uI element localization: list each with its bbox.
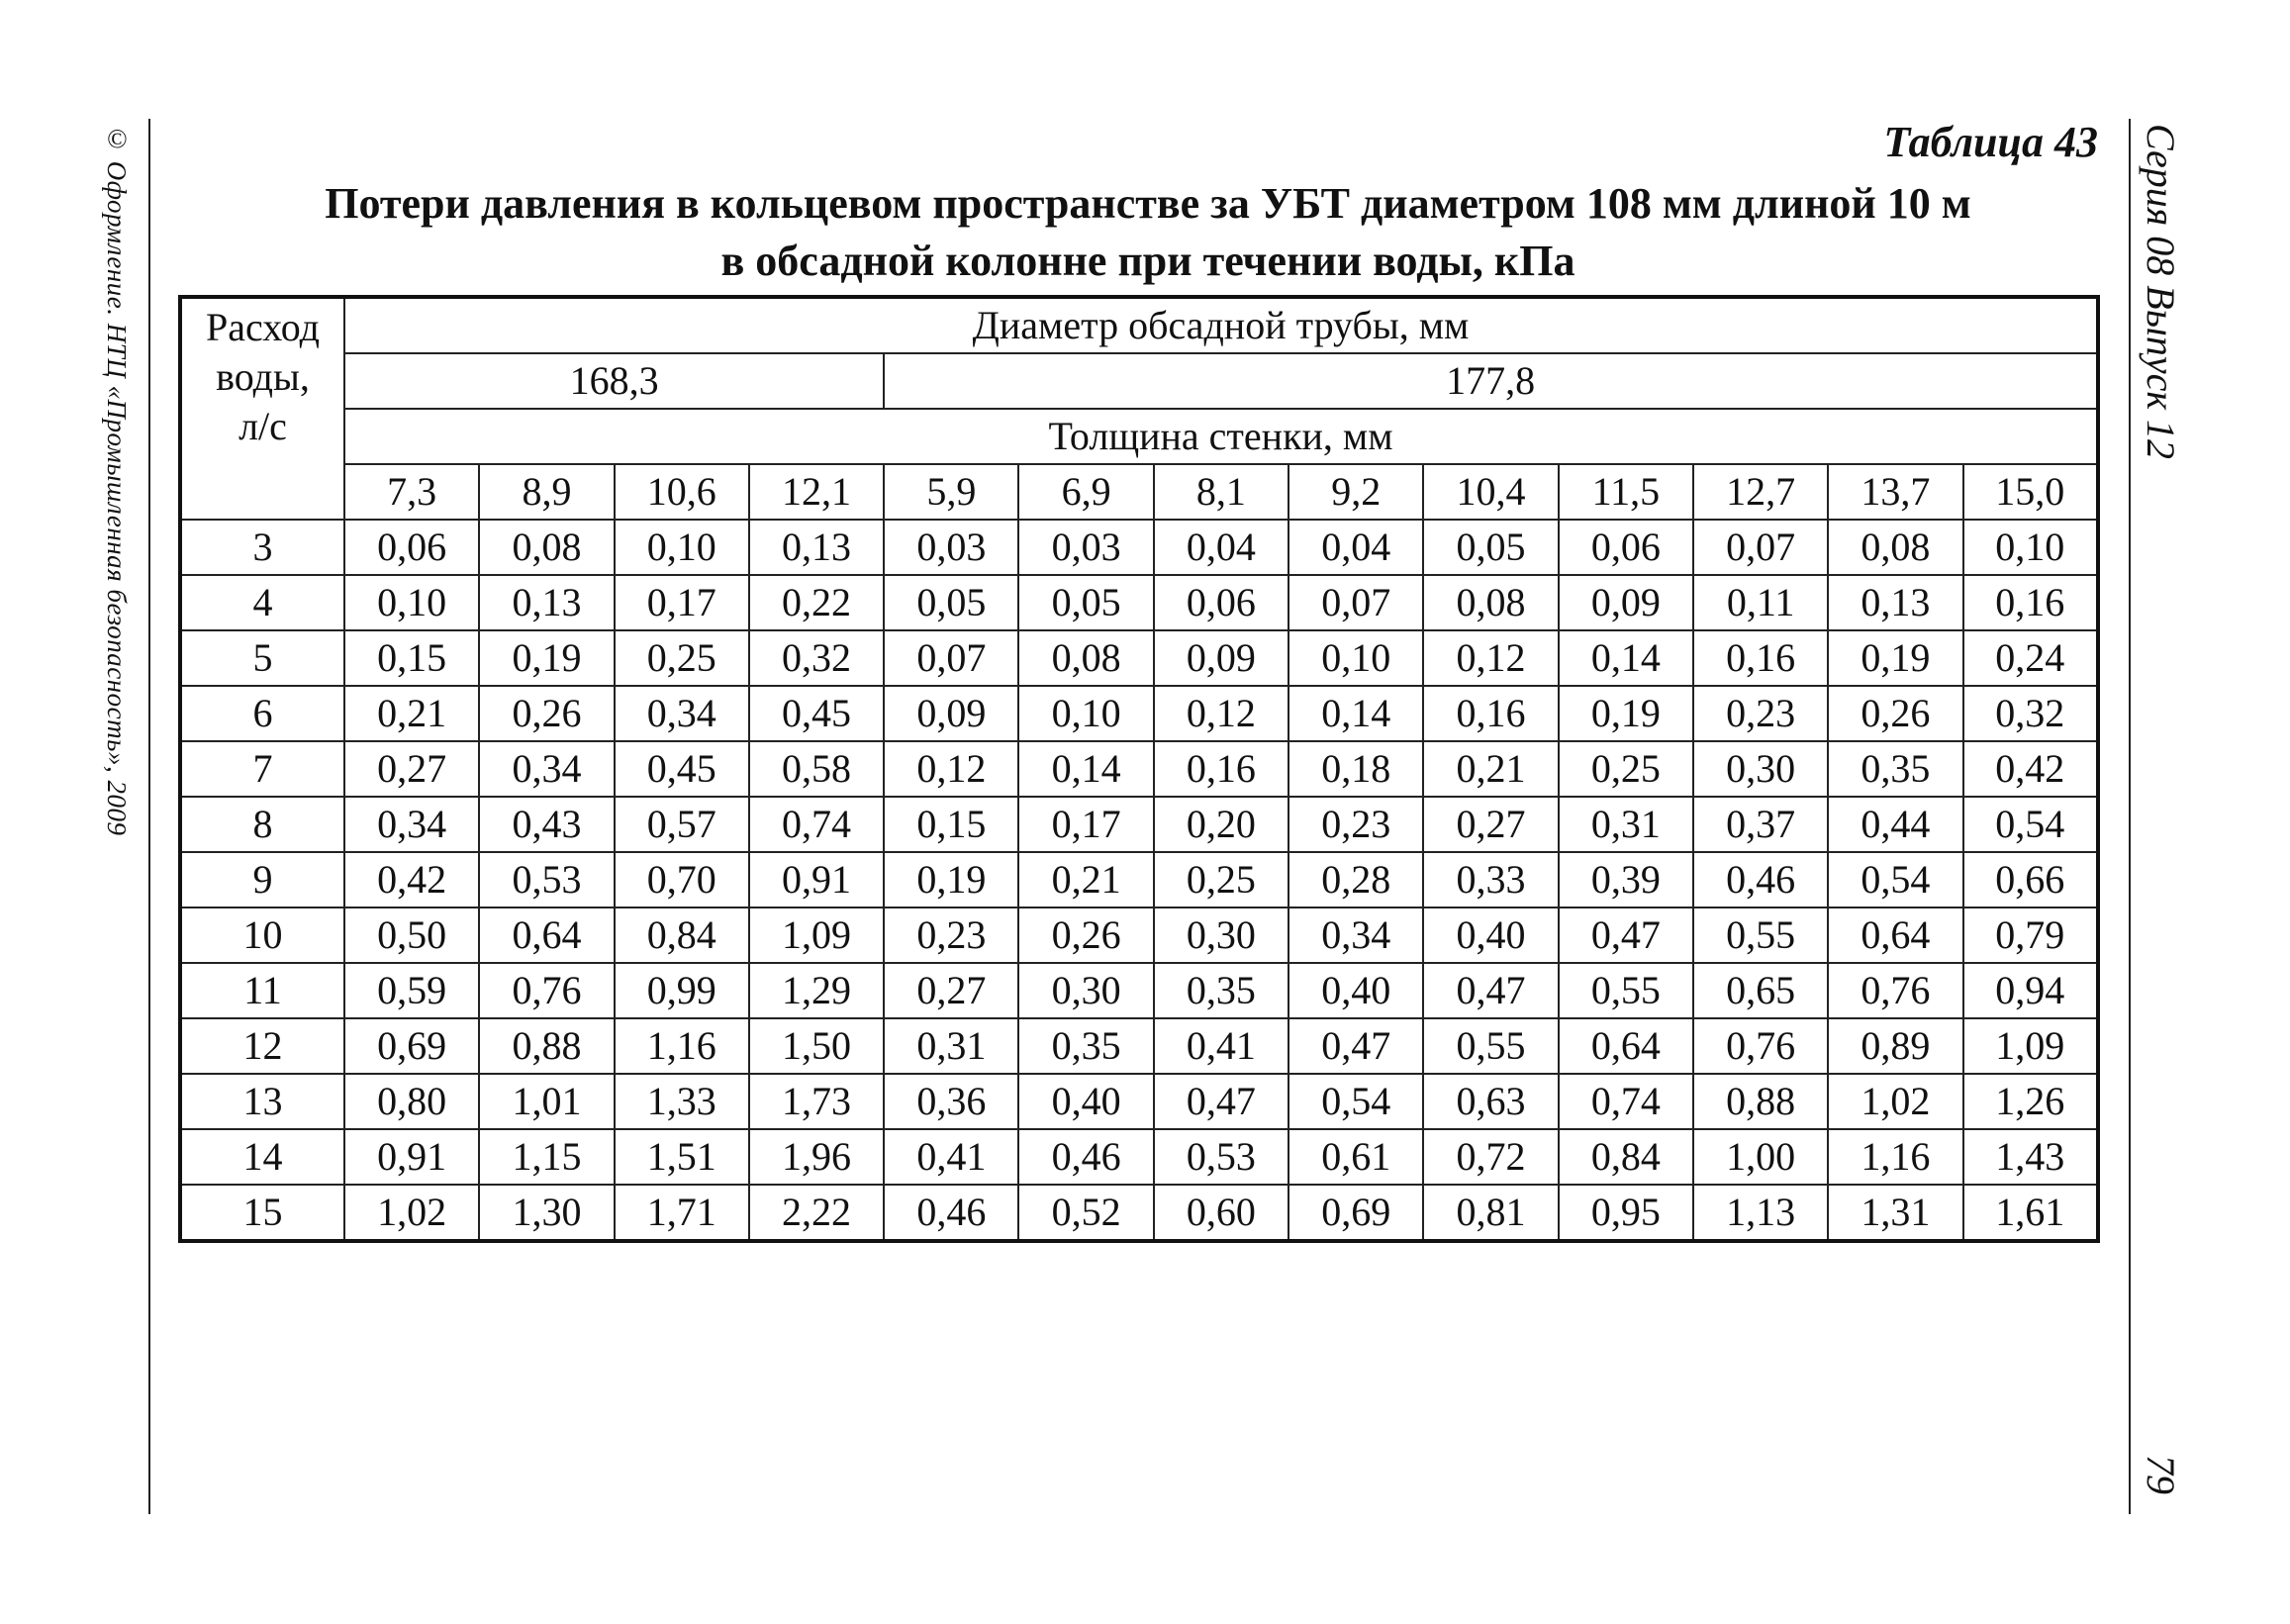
flow-rate-header-line-3: л/с bbox=[239, 404, 287, 448]
flow-rate-cell: 14 bbox=[180, 1129, 344, 1185]
pressure-loss-cell: 0,07 bbox=[1288, 575, 1423, 630]
pressure-loss-table bbox=[178, 295, 2100, 1243]
pressure-loss-cell: 0,95 bbox=[1559, 1185, 1693, 1241]
pressure-loss-cell: 0,46 bbox=[884, 1185, 1018, 1241]
pressure-loss-cell: 0,42 bbox=[344, 852, 479, 908]
pressure-loss-cell: 0,47 bbox=[1559, 908, 1693, 963]
pressure-loss-cell: 0,16 bbox=[1423, 686, 1558, 741]
flow-rate-cell: 9 bbox=[180, 852, 344, 908]
pressure-loss-cell: 0,64 bbox=[1828, 908, 1962, 963]
pressure-loss-cell: 0,53 bbox=[1154, 1129, 1288, 1185]
pressure-loss-cell: 0,34 bbox=[479, 741, 614, 797]
pressure-loss-cell: 0,50 bbox=[344, 908, 479, 963]
pressure-loss-cell: 0,76 bbox=[1693, 1018, 1828, 1074]
pressure-loss-cell: 2,22 bbox=[749, 1185, 884, 1241]
pressure-loss-cell: 0,36 bbox=[884, 1074, 1018, 1129]
pressure-loss-cell: 0,42 bbox=[1963, 741, 2098, 797]
thickness-header-cell: 11,5 bbox=[1559, 464, 1693, 520]
pressure-loss-cell: 0,74 bbox=[749, 797, 884, 852]
pressure-loss-cell: 1,15 bbox=[479, 1129, 614, 1185]
pressure-loss-cell: 0,09 bbox=[1154, 630, 1288, 686]
pressure-loss-cell: 0,45 bbox=[615, 741, 749, 797]
thickness-header-cell: 6,9 bbox=[1018, 464, 1153, 520]
pressure-loss-cell: 0,27 bbox=[344, 741, 479, 797]
pressure-loss-cell: 1,09 bbox=[1963, 1018, 2098, 1074]
pressure-loss-cell: 0,46 bbox=[1693, 852, 1828, 908]
pressure-loss-cell: 0,10 bbox=[1288, 630, 1423, 686]
pressure-loss-cell: 0,18 bbox=[1288, 741, 1423, 797]
pressure-loss-cell: 0,27 bbox=[1423, 797, 1558, 852]
pressure-loss-cell: 0,07 bbox=[1693, 520, 1828, 575]
table-row bbox=[180, 908, 2098, 963]
flow-rate-cell: 15 bbox=[180, 1185, 344, 1241]
pressure-loss-cell: 1,00 bbox=[1693, 1129, 1828, 1185]
thickness-header-cell: 13,7 bbox=[1828, 464, 1962, 520]
pressure-loss-cell: 1,96 bbox=[749, 1129, 884, 1185]
table-number: Таблица 43 bbox=[1883, 118, 2098, 166]
pressure-loss-cell: 0,30 bbox=[1693, 741, 1828, 797]
pressure-loss-cell: 0,30 bbox=[1154, 908, 1288, 963]
pressure-loss-cell: 0,26 bbox=[1018, 908, 1153, 963]
right-margin-rule bbox=[2129, 119, 2131, 1514]
flow-rate-cell: 8 bbox=[180, 797, 344, 852]
pressure-loss-cell: 0,88 bbox=[479, 1018, 614, 1074]
pressure-loss-cell: 0,84 bbox=[1559, 1129, 1693, 1185]
pressure-loss-cell: 0,79 bbox=[1963, 908, 2098, 963]
pressure-loss-cell: 0,55 bbox=[1423, 1018, 1558, 1074]
pressure-loss-cell: 0,66 bbox=[1963, 852, 2098, 908]
pressure-loss-cell: 0,22 bbox=[749, 575, 884, 630]
pressure-loss-cell: 0,30 bbox=[1018, 963, 1153, 1018]
pressure-loss-cell: 1,01 bbox=[479, 1074, 614, 1129]
pressure-loss-cell: 0,55 bbox=[1693, 908, 1828, 963]
page-number: 79 bbox=[2139, 1455, 2183, 1494]
pressure-loss-cell: 0,11 bbox=[1693, 575, 1828, 630]
pressure-loss-cell: 0,34 bbox=[1288, 908, 1423, 963]
pressure-loss-cell: 0,47 bbox=[1154, 1074, 1288, 1129]
pressure-loss-cell: 0,03 bbox=[884, 520, 1018, 575]
pressure-loss-cell: 0,37 bbox=[1693, 797, 1828, 852]
thickness-header-cell: 9,2 bbox=[1288, 464, 1423, 520]
pressure-loss-cell: 0,61 bbox=[1288, 1129, 1423, 1185]
pressure-loss-cell: 0,91 bbox=[344, 1129, 479, 1185]
pressure-loss-cell: 0,27 bbox=[884, 963, 1018, 1018]
thickness-header-cell: 5,9 bbox=[884, 464, 1018, 520]
flow-rate-cell: 12 bbox=[180, 1018, 344, 1074]
pressure-loss-cell: 0,35 bbox=[1018, 1018, 1153, 1074]
pressure-loss-cell: 0,09 bbox=[1559, 575, 1693, 630]
table-row bbox=[180, 1074, 2098, 1129]
pressure-loss-cell: 1,50 bbox=[749, 1018, 884, 1074]
pressure-loss-cell: 0,64 bbox=[479, 908, 614, 963]
pressure-loss-cell: 0,12 bbox=[1423, 630, 1558, 686]
pressure-loss-cell: 0,25 bbox=[1154, 852, 1288, 908]
header-row-thickness bbox=[180, 409, 2098, 464]
pressure-loss-cell: 0,07 bbox=[884, 630, 1018, 686]
pressure-loss-cell: 0,05 bbox=[1018, 575, 1153, 630]
pressure-loss-cell: 0,99 bbox=[615, 963, 749, 1018]
pressure-loss-cell: 0,44 bbox=[1828, 797, 1962, 852]
pressure-loss-cell: 0,06 bbox=[1559, 520, 1693, 575]
pressure-loss-cell: 0,12 bbox=[884, 741, 1018, 797]
pressure-loss-cell: 0,57 bbox=[615, 797, 749, 852]
pressure-loss-cell: 0,32 bbox=[1963, 686, 2098, 741]
pressure-loss-cell: 1,09 bbox=[749, 908, 884, 963]
pressure-loss-cell: 0,72 bbox=[1423, 1129, 1558, 1185]
flow-rate-cell: 10 bbox=[180, 908, 344, 963]
table-row bbox=[180, 1129, 2098, 1185]
pressure-loss-cell: 0,84 bbox=[615, 908, 749, 963]
table-row bbox=[180, 963, 2098, 1018]
pressure-loss-cell: 0,55 bbox=[1559, 963, 1693, 1018]
pressure-loss-cell: 0,94 bbox=[1963, 963, 2098, 1018]
pressure-loss-cell: 0,53 bbox=[479, 852, 614, 908]
header-row-diameter bbox=[180, 297, 2098, 353]
pressure-loss-cell: 1,31 bbox=[1828, 1185, 1962, 1241]
flow-rate-cell: 5 bbox=[180, 630, 344, 686]
pressure-loss-cell: 0,14 bbox=[1559, 630, 1693, 686]
pressure-loss-cell: 0,31 bbox=[1559, 797, 1693, 852]
pressure-loss-cell: 0,35 bbox=[1154, 963, 1288, 1018]
pressure-loss-cell: 0,03 bbox=[1018, 520, 1153, 575]
pressure-loss-cell: 0,16 bbox=[1963, 575, 2098, 630]
thickness-header-cell: 12,7 bbox=[1693, 464, 1828, 520]
pressure-loss-cell: 0,54 bbox=[1963, 797, 2098, 852]
series-label: Серия 08 Выпуск 12 bbox=[2139, 124, 2183, 460]
diameter-168-header: 168,3 bbox=[344, 353, 884, 409]
pressure-loss-cell: 0,64 bbox=[1559, 1018, 1693, 1074]
pressure-loss-cell: 0,59 bbox=[344, 963, 479, 1018]
pressure-loss-cell: 0,06 bbox=[344, 520, 479, 575]
pressure-loss-cell: 0,19 bbox=[1559, 686, 1693, 741]
flow-rate-cell: 7 bbox=[180, 741, 344, 797]
table-row bbox=[180, 630, 2098, 686]
pressure-loss-cell: 0,32 bbox=[749, 630, 884, 686]
pressure-loss-cell: 0,08 bbox=[1828, 520, 1962, 575]
table-row bbox=[180, 797, 2098, 852]
pressure-loss-cell: 1,26 bbox=[1963, 1074, 2098, 1129]
pressure-loss-cell: 0,31 bbox=[884, 1018, 1018, 1074]
pressure-loss-cell: 0,13 bbox=[1828, 575, 1962, 630]
pressure-loss-cell: 0,89 bbox=[1828, 1018, 1962, 1074]
flow-rate-cell: 11 bbox=[180, 963, 344, 1018]
pressure-loss-cell: 0,46 bbox=[1018, 1129, 1153, 1185]
thickness-header-cell: 10,6 bbox=[615, 464, 749, 520]
pressure-loss-cell: 0,15 bbox=[884, 797, 1018, 852]
thickness-header-cell: 8,1 bbox=[1154, 464, 1288, 520]
pressure-loss-cell: 0,25 bbox=[1559, 741, 1693, 797]
pressure-loss-cell: 0,21 bbox=[1018, 852, 1153, 908]
thickness-header-cell: 7,3 bbox=[344, 464, 479, 520]
flow-rate-cell: 4 bbox=[180, 575, 344, 630]
pressure-loss-cell: 0,52 bbox=[1018, 1185, 1153, 1241]
pressure-loss-cell: 0,21 bbox=[1423, 741, 1558, 797]
pressure-loss-cell: 0,40 bbox=[1423, 908, 1558, 963]
table-title-line-2: в обсадной колонне при течении воды, кПа bbox=[720, 237, 1575, 285]
pressure-loss-cell: 0,65 bbox=[1693, 963, 1828, 1018]
pressure-loss-cell: 0,39 bbox=[1559, 852, 1693, 908]
thickness-header-cell: 12,1 bbox=[749, 464, 884, 520]
pressure-loss-cell: 0,26 bbox=[1828, 686, 1962, 741]
table-row bbox=[180, 575, 2098, 630]
pressure-loss-cell: 0,10 bbox=[1963, 520, 2098, 575]
pressure-loss-cell: 0,23 bbox=[1288, 797, 1423, 852]
left-margin-rule bbox=[148, 119, 150, 1514]
pressure-loss-cell: 0,15 bbox=[344, 630, 479, 686]
pressure-loss-cell: 0,14 bbox=[1288, 686, 1423, 741]
pressure-loss-cell: 0,23 bbox=[884, 908, 1018, 963]
pressure-loss-cell: 0,13 bbox=[749, 520, 884, 575]
pressure-loss-cell: 1,13 bbox=[1693, 1185, 1828, 1241]
pressure-loss-cell: 0,81 bbox=[1423, 1185, 1558, 1241]
pressure-loss-cell: 0,08 bbox=[1423, 575, 1558, 630]
pressure-loss-cell: 0,21 bbox=[344, 686, 479, 741]
pressure-loss-cell: 0,69 bbox=[344, 1018, 479, 1074]
pressure-loss-cell: 0,58 bbox=[749, 741, 884, 797]
pressure-loss-cell: 0,47 bbox=[1288, 1018, 1423, 1074]
pressure-loss-cell: 0,41 bbox=[1154, 1018, 1288, 1074]
table-row bbox=[180, 1185, 2098, 1241]
pressure-loss-cell: 0,14 bbox=[1018, 741, 1153, 797]
pressure-loss-cell: 0,63 bbox=[1423, 1074, 1558, 1129]
pressure-loss-cell: 0,60 bbox=[1154, 1185, 1288, 1241]
pressure-loss-cell: 0,05 bbox=[884, 575, 1018, 630]
pressure-loss-cell: 0,13 bbox=[479, 575, 614, 630]
table-row bbox=[180, 1018, 2098, 1074]
pressure-loss-cell: 0,10 bbox=[1018, 686, 1153, 741]
pressure-loss-cell: 0,47 bbox=[1423, 963, 1558, 1018]
pressure-loss-cell: 0,88 bbox=[1693, 1074, 1828, 1129]
pressure-loss-cell: 0,28 bbox=[1288, 852, 1423, 908]
pressure-loss-cell: 0,80 bbox=[344, 1074, 479, 1129]
wall-thickness-header: Толщина стенки, мм bbox=[344, 409, 2098, 464]
pressure-loss-cell: 0,54 bbox=[1828, 852, 1962, 908]
pressure-loss-cell: 1,02 bbox=[1828, 1074, 1962, 1129]
pressure-loss-cell: 0,33 bbox=[1423, 852, 1558, 908]
thickness-header-cell: 8,9 bbox=[479, 464, 614, 520]
pressure-loss-cell: 0,91 bbox=[749, 852, 884, 908]
pressure-loss-cell: 1,02 bbox=[344, 1185, 479, 1241]
pressure-loss-cell: 1,30 bbox=[479, 1185, 614, 1241]
pressure-loss-cell: 0,08 bbox=[479, 520, 614, 575]
table-row bbox=[180, 741, 2098, 797]
table-row bbox=[180, 852, 2098, 908]
header-row-thickness-values bbox=[180, 464, 2098, 520]
pressure-loss-cell: 0,45 bbox=[749, 686, 884, 741]
copyright-note: © Оформление. НТЦ «Промышленная безопасность», 2009 bbox=[102, 124, 132, 836]
pressure-loss-cell: 0,69 bbox=[1288, 1185, 1423, 1241]
pressure-loss-cell: 1,43 bbox=[1963, 1129, 2098, 1185]
casing-diameter-header: Диаметр обсадной трубы, мм bbox=[344, 297, 2098, 353]
thickness-header-cell: 15,0 bbox=[1963, 464, 2098, 520]
pressure-loss-cell: 0,20 bbox=[1154, 797, 1288, 852]
flow-rate-header bbox=[180, 297, 344, 520]
flow-rate-header-line-1: Расход bbox=[206, 305, 320, 349]
pressure-loss-cell: 1,16 bbox=[1828, 1129, 1962, 1185]
pressure-loss-cell: 0,19 bbox=[479, 630, 614, 686]
pressure-loss-cell: 0,26 bbox=[479, 686, 614, 741]
flow-rate-header-line-2: воды, bbox=[216, 354, 310, 399]
pressure-loss-cell: 0,04 bbox=[1288, 520, 1423, 575]
pressure-loss-cell: 0,19 bbox=[1828, 630, 1962, 686]
pressure-loss-cell: 1,16 bbox=[615, 1018, 749, 1074]
pressure-loss-cell: 0,76 bbox=[1828, 963, 1962, 1018]
pressure-loss-cell: 0,10 bbox=[344, 575, 479, 630]
pressure-loss-cell: 0,17 bbox=[1018, 797, 1153, 852]
table-title-line-1: Потери давления в кольцевом пространстве за УБТ диаметром 108 мм длиной 10 м bbox=[325, 179, 1971, 228]
pressure-loss-cell: 1,29 bbox=[749, 963, 884, 1018]
pressure-loss-cell: 0,09 bbox=[884, 686, 1018, 741]
pressure-loss-cell: 0,70 bbox=[615, 852, 749, 908]
table-row bbox=[180, 686, 2098, 741]
pressure-loss-cell: 0,40 bbox=[1018, 1074, 1153, 1129]
flow-rate-cell: 3 bbox=[180, 520, 344, 575]
pressure-loss-cell: 0,08 bbox=[1018, 630, 1153, 686]
pressure-loss-cell: 1,33 bbox=[615, 1074, 749, 1129]
table-row bbox=[180, 520, 2098, 575]
pressure-loss-cell: 0,17 bbox=[615, 575, 749, 630]
diameter-177-header: 177,8 bbox=[884, 353, 2098, 409]
pressure-loss-cell: 0,04 bbox=[1154, 520, 1288, 575]
pressure-loss-cell: 0,43 bbox=[479, 797, 614, 852]
thickness-header-cell: 10,4 bbox=[1423, 464, 1558, 520]
pressure-loss-cell: 1,61 bbox=[1963, 1185, 2098, 1241]
flow-rate-cell: 6 bbox=[180, 686, 344, 741]
pressure-loss-cell: 1,73 bbox=[749, 1074, 884, 1129]
pressure-loss-cell: 0,12 bbox=[1154, 686, 1288, 741]
pressure-loss-cell: 0,24 bbox=[1963, 630, 2098, 686]
pressure-loss-cell: 0,34 bbox=[615, 686, 749, 741]
pressure-loss-cell: 0,23 bbox=[1693, 686, 1828, 741]
pressure-loss-cell: 0,05 bbox=[1423, 520, 1558, 575]
flow-rate-cell: 13 bbox=[180, 1074, 344, 1129]
pressure-loss-cell: 0,06 bbox=[1154, 575, 1288, 630]
pressure-loss-cell: 1,51 bbox=[615, 1129, 749, 1185]
pressure-loss-cell: 0,10 bbox=[615, 520, 749, 575]
pressure-loss-cell: 0,54 bbox=[1288, 1074, 1423, 1129]
pressure-loss-cell: 0,16 bbox=[1154, 741, 1288, 797]
pressure-loss-cell: 0,41 bbox=[884, 1129, 1018, 1185]
pressure-loss-cell: 0,25 bbox=[615, 630, 749, 686]
pressure-loss-cell: 0,74 bbox=[1559, 1074, 1693, 1129]
pressure-loss-cell: 1,71 bbox=[615, 1185, 749, 1241]
header-row-diameter-values bbox=[180, 353, 2098, 409]
pressure-loss-cell: 0,40 bbox=[1288, 963, 1423, 1018]
pressure-loss-cell: 0,35 bbox=[1828, 741, 1962, 797]
pressure-loss-cell: 0,34 bbox=[344, 797, 479, 852]
pressure-loss-cell: 0,19 bbox=[884, 852, 1018, 908]
pressure-loss-cell: 0,76 bbox=[479, 963, 614, 1018]
pressure-loss-cell: 0,16 bbox=[1693, 630, 1828, 686]
